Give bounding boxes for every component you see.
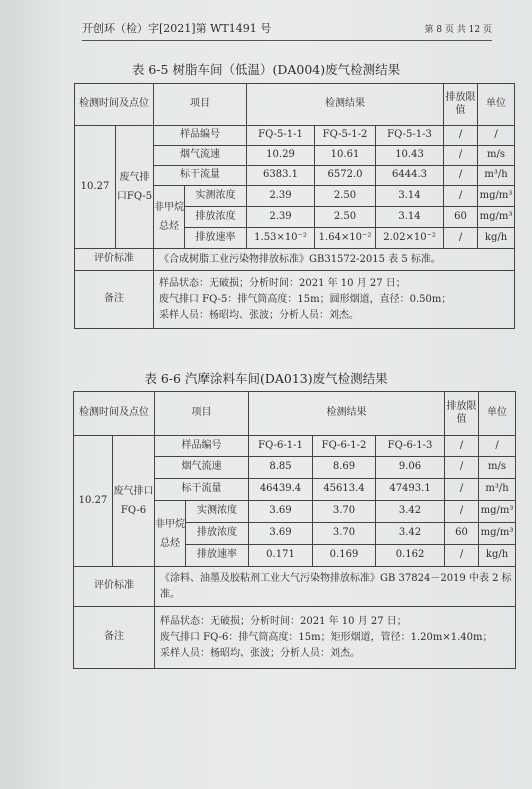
cell-value: 9.06: [376, 457, 445, 479]
cell-unit: m³/h: [478, 166, 515, 186]
cell-value: 2.02×10⁻²: [376, 228, 444, 249]
row-item: 实测浓度: [185, 186, 247, 207]
note-line: 样品状态：无破损；分析时间：2021 年 10 月 27 日；: [160, 615, 407, 627]
cell-value: 2.50: [315, 207, 376, 228]
cell-unit: mg/m³: [479, 501, 516, 523]
notes-cell: [154, 271, 515, 329]
header-unit: 单位: [478, 84, 515, 126]
header-item: 项目: [155, 392, 249, 436]
document-number: 开创环（检）字[2021]第 WT1491 号: [82, 22, 272, 35]
notes-label: 备注: [75, 271, 154, 329]
cell-unit: mg/m³: [478, 207, 515, 228]
notes-cell: [155, 607, 516, 669]
cell-value: FQ-6-1-3: [376, 436, 445, 457]
cell-unit: m³/h: [479, 479, 516, 501]
cell-value: FQ-6-1-2: [313, 436, 376, 457]
cell-value: 3.14: [376, 207, 444, 228]
cell-value: 45613.4: [313, 479, 376, 501]
cell-limit: /: [444, 146, 478, 166]
cell-value: 3.42: [376, 501, 445, 523]
cell-value: 6572.0: [315, 166, 376, 186]
header-item: 项目: [154, 84, 247, 126]
cell-limit: /: [445, 501, 479, 523]
cell-value: 3.70: [313, 523, 376, 545]
cell-unit: mg/m³: [479, 523, 516, 545]
cell-limit: 60: [444, 207, 478, 228]
row-item: 排放速率: [186, 545, 249, 567]
page-header: [82, 18, 492, 41]
cell-value: 0.171: [249, 545, 313, 567]
standard-label: 评价标准: [74, 567, 155, 607]
cell-value: 3.14: [376, 186, 444, 207]
outlet-label: 废气排口FQ-5: [116, 126, 154, 249]
cell-value: 3.70: [313, 501, 376, 523]
header-result: 检测结果: [249, 392, 445, 436]
row-item: 烟气流速: [155, 457, 249, 479]
note-line: 样品状态：无破损；分析时间：2021 年 10 月 27 日；: [159, 277, 406, 289]
outlet-label: 废气排口FQ-6: [113, 436, 155, 567]
table-title: 表 6-5 树脂车间（低温）(DA004)废气检测结果: [131, 62, 401, 77]
cell-value: FQ-6-1-1: [249, 436, 313, 457]
cell-limit: /: [444, 166, 478, 186]
cell-value: 3.69: [249, 523, 313, 545]
cell-value: 10.61: [315, 146, 376, 166]
header-unit: 单位: [479, 392, 516, 436]
cell-limit: 60: [445, 523, 479, 545]
cell-limit: /: [444, 126, 478, 146]
cell-value: 8.69: [313, 457, 376, 479]
cell-unit: m/s: [478, 146, 515, 166]
cell-value: 2.50: [315, 186, 376, 207]
row-item: 排放浓度: [185, 207, 247, 228]
row-item: 烟气流速: [154, 146, 247, 166]
cell-unit: m/s: [479, 457, 516, 479]
cell-value: 2.39: [247, 186, 315, 207]
cell-value: 0.169: [313, 545, 376, 567]
results-table-6-6: [73, 391, 516, 669]
test-date: 10.27: [74, 436, 113, 567]
row-item: 排放浓度: [186, 523, 249, 545]
cell-unit: /: [478, 126, 515, 146]
cell-value: 10.43: [376, 146, 444, 166]
note-line: 废气排口 FQ-5：排气筒高度：15m；圆形烟道，直径：0.50m；: [159, 293, 452, 305]
standard-label: 评价标准: [75, 249, 154, 271]
cell-value: 6383.1: [247, 166, 315, 186]
header-time-point: 检测时间及点位: [74, 392, 155, 436]
row-item: 排放速率: [185, 228, 247, 249]
nmhc-label: 非甲烷总烃: [155, 501, 186, 567]
cell-value: FQ-5-1-3: [376, 126, 444, 146]
cell-limit: /: [445, 545, 479, 567]
cell-limit: /: [444, 228, 478, 249]
cell-unit: kg/h: [479, 545, 516, 567]
page-number: 第 8 页 共 12 页: [424, 25, 492, 35]
cell-value: 8.85: [249, 457, 313, 479]
cell-value: 6444.3: [376, 166, 444, 186]
cell-value: 3.69: [249, 501, 313, 523]
cell-value: 47493.1: [376, 479, 445, 501]
cell-value: FQ-5-1-1: [247, 126, 315, 146]
cell-limit: /: [444, 186, 478, 207]
cell-unit: /: [479, 436, 516, 457]
cell-limit: /: [445, 457, 479, 479]
note-line: 采样人员：杨昭均、张波；分析人员：刘杰。: [159, 309, 359, 321]
cell-value: 1.53×10⁻²: [247, 228, 315, 249]
cell-value: 1.64×10⁻²: [315, 228, 376, 249]
cell-value: 3.42: [376, 523, 445, 545]
cell-value: FQ-5-1-2: [315, 126, 376, 146]
header-limit: 排放限值: [445, 392, 479, 436]
notes-label: 备注: [74, 607, 155, 669]
row-item: 标干流量: [155, 479, 249, 501]
row-item: 标干流量: [154, 166, 247, 186]
header-result: 检测结果: [247, 84, 444, 126]
cell-value: 10.29: [247, 146, 315, 166]
note-line: 采样人员：杨昭均、张波；分析人员：刘杰。: [160, 647, 360, 659]
nmhc-label: 非甲烷总烃: [154, 186, 185, 249]
results-table-6-5: [74, 83, 515, 329]
cell-value: 0.162: [376, 545, 445, 567]
note-line: 废气排口 FQ-6：排气筒高度：15m；矩形烟道，管径：1.20m×1.40m；: [160, 631, 493, 643]
header-limit: 排放限值: [444, 84, 478, 126]
test-date: 10.27: [75, 126, 116, 249]
cell-unit: mg/m³: [478, 186, 515, 207]
cell-limit: /: [445, 479, 479, 501]
row-item: 样品编号: [155, 436, 249, 457]
header-time-point: 检测时间及点位: [75, 84, 154, 126]
cell-value: 2.39: [247, 207, 315, 228]
cell-unit: kg/h: [478, 228, 515, 249]
standard-text: 《合成树脂工业污染物排放标准》GB31572-2015 表 5 标准。: [154, 249, 515, 271]
table-title: 表 6-6 汽摩涂料车间(DA013)废气检测结果: [144, 371, 388, 386]
cell-value: 46439.4: [249, 479, 313, 501]
row-item: 实测浓度: [186, 501, 249, 523]
cell-limit: /: [445, 436, 479, 457]
standard-text: 《涂料、油墨及胶粘剂工业大气污染物排放标准》GB 37824－2019 中表 2 标准。: [155, 567, 516, 607]
row-item: 样品编号: [154, 126, 247, 146]
